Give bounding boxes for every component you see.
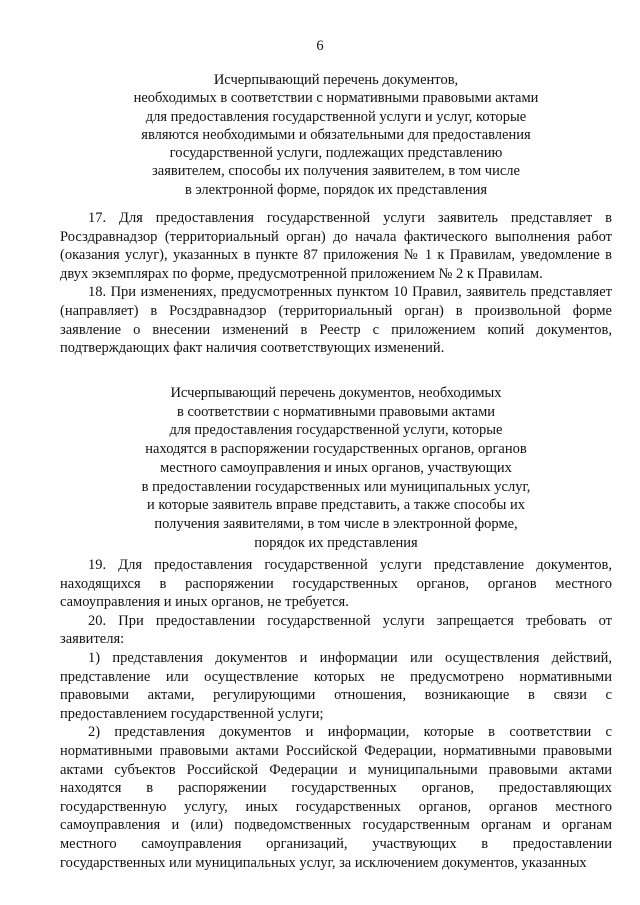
heading-line: являются необходимыми и обязательными для предоставления (141, 126, 531, 143)
heading-line: получения заявителями, в том числе в электронной форме, (154, 515, 518, 532)
heading-line: Исчерпывающий перечень документов, необходимых (170, 385, 502, 401)
body-text-block-1 (60, 209, 612, 358)
heading-line: заявителем, способы их получения заявителем, в том числе (152, 163, 520, 180)
list-item-2: 2) представления документов и информации, которые в соответствии с нормативными правовыми актами Российской Федерации, нормативными правовыми актами субъектов Российской Федерации и муниципальными правовыми актами находятся в распоряжении государственных органов, предоставляющих государственную услугу, иных государственных органов, органов местного самоуправления и (или) подведомственных государственным органам и органам местного самоуправления организаций, участвующих в предоставлении государственных или муниципальных услуг, за исключением документов, указанных (60, 724, 612, 871)
heading-line: порядок их представления (254, 534, 418, 551)
heading-line: необходимых в соответствии с нормативными правовыми актами (133, 90, 539, 107)
paragraph-20: 20. При предоставлении государственной услуги запрещается требовать от заявителя: (60, 612, 612, 648)
list-item-1: 1) представления документов и информации или осуществления действий, представление или осуществление которых не предусмотрено нормативными правовыми актами, регулирующими отношения, возникающие в связи с предоставлением государственной услуги; (60, 649, 612, 722)
heading-line: в предоставлении государственных или муниципальных услуг, (141, 478, 531, 495)
page-number: 6 (316, 38, 324, 54)
paragraph-18: 18. При изменениях, предусмотренных пунктом 10 Правил, заявитель представляет (направляет) в Росздравнадзор (территориальный орган) в произвольной форме заявление о внесении изменений в Реестр с приложением копий документов, подтверждающих факт наличия соответствующих изменений. (60, 284, 612, 357)
heading-line: для предоставления государственной услуги и услуг, которые (145, 108, 527, 125)
heading-line: местного самоуправления и иных органов, участвующих (160, 459, 512, 476)
heading-line: государственной услуги, подлежащих представлению (169, 145, 503, 162)
section-heading-required-documents (60, 71, 612, 199)
body-text-block-2 (60, 556, 612, 872)
heading-line: для предоставления государственной услуги, которые (169, 422, 503, 439)
heading-line: Исчерпывающий перечень документов, (213, 72, 459, 88)
heading-line: в соответствии с нормативными правовыми актами (176, 403, 496, 420)
heading-line: в электронной форме, порядок их представления (184, 181, 488, 198)
paragraph-19: 19. Для предоставления государственной услуги представление документов, находящихся в распоряжении государственных органов, органов местного самоуправления и иных органов, не требуется. (60, 557, 612, 611)
heading-line: и которые заявитель вправе представить, а также способы их (146, 497, 525, 514)
section-heading-documents-in-government-possession (60, 384, 612, 552)
paragraph-17: 17. Для предоставления государственной услуги заявитель представляет в Росздравнадзор (территориальный орган) до начала фактического выполнения работ (оказания услуг), указанных в пункте 87 приложения № 1 к Правилам, уведомление в двух экземплярах по форме, предусмотренной приложением № 2 к Правилам. (60, 210, 612, 282)
heading-line: находятся в распоряжении государственных органов, органов (145, 441, 527, 458)
